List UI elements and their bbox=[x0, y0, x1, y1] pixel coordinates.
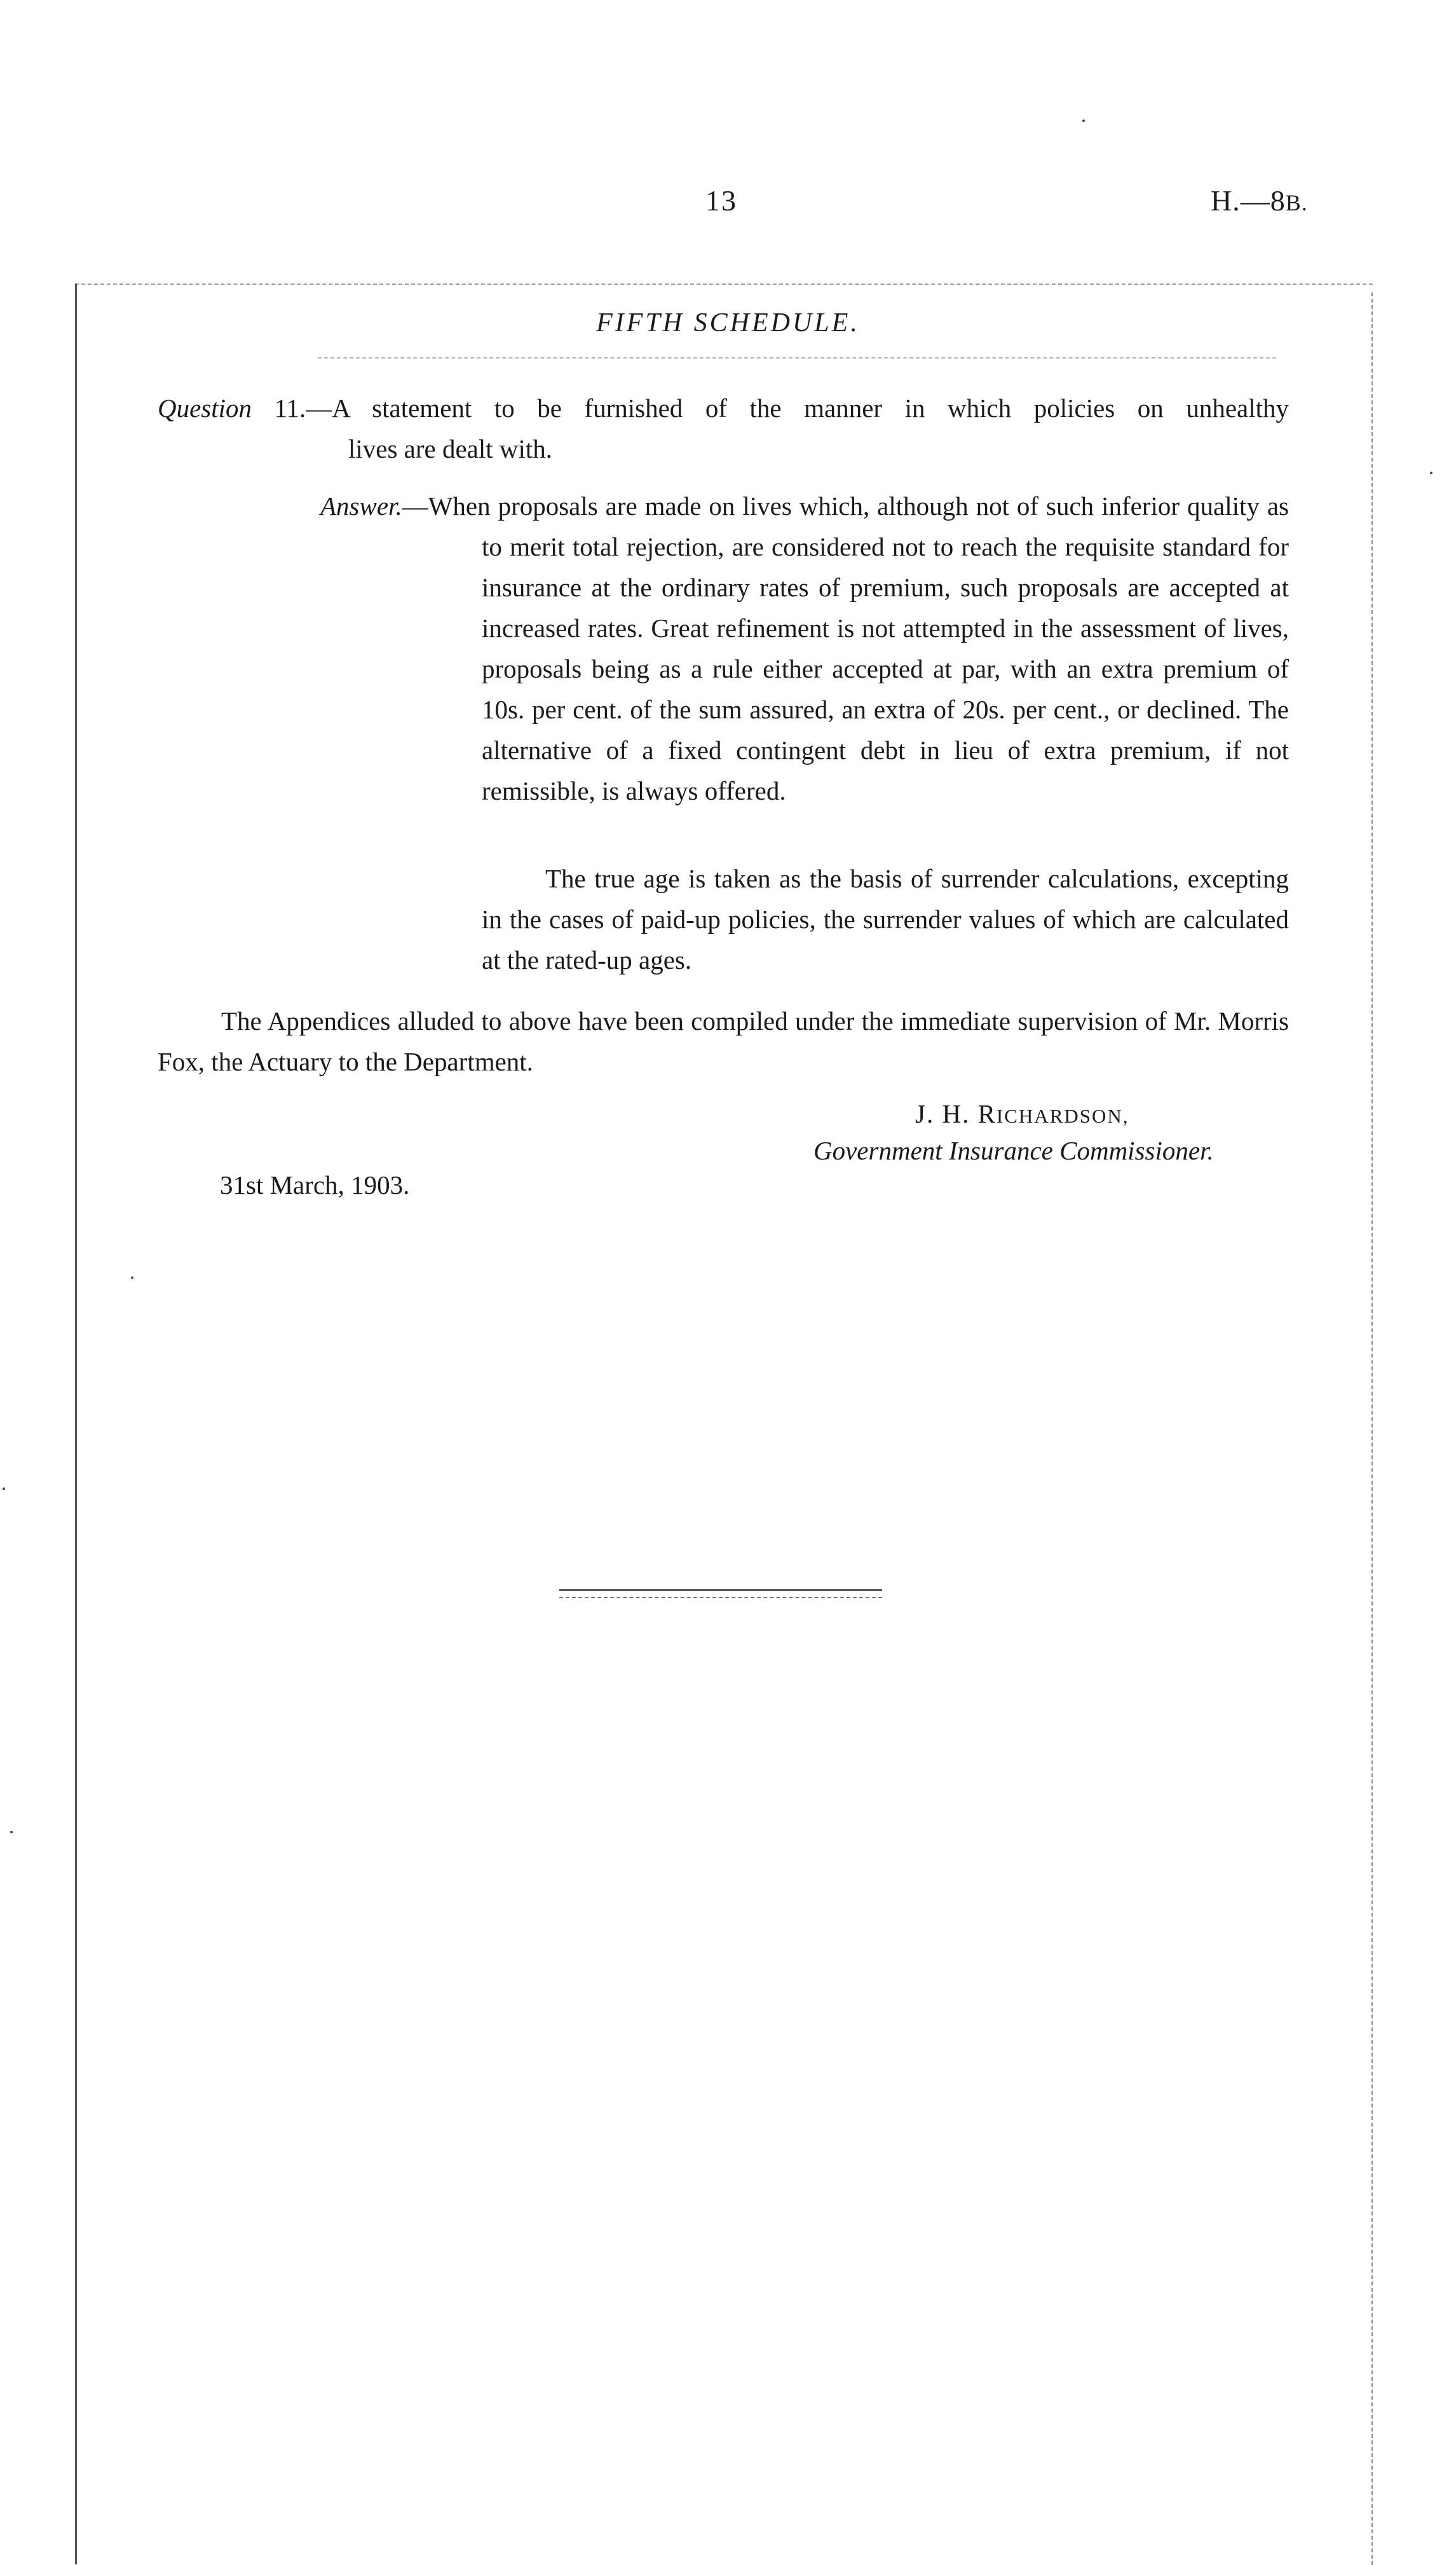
end-rule bbox=[559, 1589, 882, 1591]
document-reference-main: H.—8 bbox=[1211, 184, 1286, 217]
document-reference bbox=[1211, 183, 1308, 221]
scan-speck bbox=[1082, 120, 1085, 122]
question-line-1 bbox=[158, 388, 1289, 428]
answer-block bbox=[320, 486, 1289, 811]
end-rule-dashed bbox=[559, 1597, 882, 1598]
signatory-surname: ICHARDSON, bbox=[996, 1105, 1129, 1127]
frame-right-border bbox=[1371, 292, 1373, 2565]
scan-speck bbox=[1430, 472, 1432, 474]
title-divider bbox=[318, 357, 1276, 359]
question-block bbox=[158, 388, 1289, 469]
appendix-note: The Appendices alluded to above have been compiled under the immediate supervision of Mr. Morris Fox, the Actuary to the Department. bbox=[158, 1006, 1289, 1076]
question-text-2: lives are dealt with. bbox=[348, 434, 553, 463]
scan-speck bbox=[10, 1831, 13, 1833]
answer-paragraph-1 bbox=[320, 486, 1289, 811]
answer-paragraph-1-text: —When proposals are made on lives which, although not of such inferior quality as to merit total rejection, are considered not to reach the requisite standard for insurance at the ordinary rates of premium, such proposals are accepted at increased rates. Great refinement is not attempted in the assessment of lives, proposals being as a rule either accepted at par, with an extra premium of 10s. per cent. of the sum assured, an extra of 20s. per cent., or declined. The alternative of a fixed contingent debt in lieu of extra premium, if not remissible, is always offered. bbox=[402, 491, 1289, 805]
signatory-initials: J. H. R bbox=[915, 1099, 997, 1128]
schedule-title: FIFTH SCHEDULE. bbox=[596, 308, 860, 338]
page-number: 13 bbox=[705, 184, 737, 217]
signatory-name bbox=[915, 1096, 1129, 1134]
signatory-title: Government Insurance Commissioner. bbox=[813, 1136, 1214, 1165]
answer-paragraph-2: The true age is taken as the basis of surrender calculations, excepting in the cases of paid-up policies, the surrender values of which are calculated at the rated-up ages. bbox=[482, 864, 1289, 975]
answer-label: Answer. bbox=[320, 491, 402, 521]
document-date: 31st March, 1903. bbox=[220, 1170, 410, 1200]
scan-speck bbox=[3, 1488, 5, 1490]
scan-speck bbox=[131, 1276, 133, 1279]
frame-left-border bbox=[75, 284, 77, 2564]
question-label: Question bbox=[158, 393, 252, 423]
frame-top-border bbox=[75, 284, 1373, 285]
question-text-1: 11.—A statement to be furnished of the manner in which policies on unhealthy bbox=[252, 393, 1289, 423]
document-reference-suffix: B. bbox=[1285, 190, 1308, 215]
